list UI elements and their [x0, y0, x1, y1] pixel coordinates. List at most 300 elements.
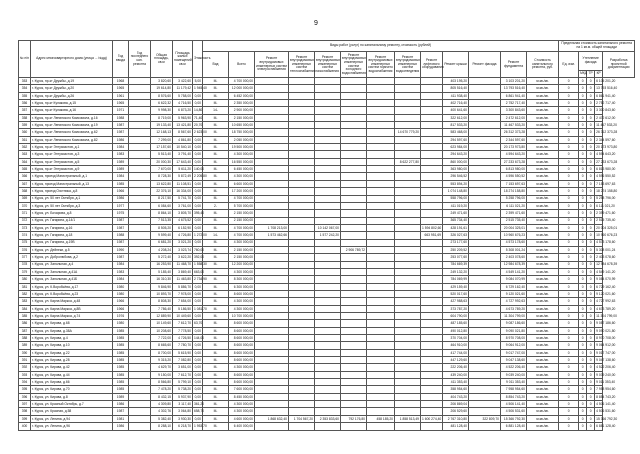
cell-addr: г. Курск, пр-кт Энтузиастов, д.9 [31, 166, 113, 173]
cell-b: 0 [579, 254, 587, 261]
cell-w5 [367, 173, 395, 180]
cell-t: М- [203, 313, 229, 320]
cell-b: 0 [579, 290, 587, 297]
cell-w7 [421, 393, 443, 400]
cell-w2 [289, 386, 315, 393]
cell-w4 [341, 364, 367, 371]
cell-a: 0 [559, 313, 579, 320]
cell-u: м.кв./кв. [527, 298, 559, 305]
cell-n: 368 [19, 188, 31, 195]
cell-cost: 5 258 796,00 [501, 195, 527, 202]
cell-a2: 10 449,60 [173, 313, 193, 320]
cell-w5 [367, 202, 395, 209]
cell-total: 6 400 000,00 [229, 423, 255, 430]
cell-d: 12 984 678,39 [596, 262, 618, 267]
cell-a1: 10 208,60 [151, 327, 173, 334]
cell-w1 [255, 92, 289, 99]
cell-b: 0 [579, 379, 587, 386]
cell-n: 397 [19, 401, 31, 408]
cell-w4 [341, 393, 367, 400]
cell-blank [129, 290, 151, 297]
cell-u: м.кв./кв. [527, 313, 559, 320]
cell-cost: 2 515 735,40 [501, 217, 527, 224]
table-row [19, 254, 635, 261]
register-table [18, 40, 635, 431]
cell-u: м.кв./кв. [527, 180, 559, 187]
cell-a: 0 [559, 166, 579, 173]
cell-cost: 4 522 206,40 [501, 364, 527, 371]
cell-w1 [255, 151, 289, 158]
cell-u: м.кв./кв. [527, 232, 559, 239]
cell-y: 1985 [113, 371, 129, 378]
cell-w5 [367, 151, 395, 158]
cell-a: 0 [559, 144, 579, 151]
cell-total: 4 700 000,00 [229, 232, 255, 239]
cell-cost: 18 274 158,80 [501, 188, 527, 195]
cell-y: 1983 [113, 268, 129, 275]
col-cost: Стоимость капитального ремонта, руб. [527, 52, 559, 78]
table-row [19, 268, 635, 275]
cell-w3 [315, 114, 341, 121]
cell-total: 8 600 000,00 [229, 290, 255, 297]
cell-a1: 7 670,00 [151, 166, 173, 173]
cell-w9 [469, 305, 501, 312]
cell-a2: 5 937,90 [173, 393, 193, 400]
table-row [19, 313, 635, 320]
cell-w4 [341, 423, 367, 430]
cell-t: М- [203, 415, 229, 422]
cell-b: 0 [579, 239, 587, 246]
cell-b: 0 [579, 232, 587, 239]
cell-f: 140,00 [194, 167, 205, 171]
cell-y: 1985 [113, 342, 129, 349]
cell-blank [129, 210, 151, 217]
cell-d: 7 153 697,63 [596, 181, 616, 186]
cell-w9 [469, 195, 501, 202]
table-row [19, 107, 635, 114]
cell-n: 354 [19, 85, 31, 92]
cell-w6 [395, 180, 421, 187]
cell-t: М- [203, 423, 229, 430]
cell-a2: 8 567,60 [173, 129, 193, 136]
cell-a2: 5 738,20 [173, 386, 193, 393]
table-row [19, 246, 635, 253]
cell-a1: 4 208,24 [151, 246, 173, 253]
cell-blank [129, 393, 151, 400]
cell-a2: 5 758,00 [173, 92, 193, 99]
cell-w8: 253 077,60 [443, 254, 469, 261]
cell-t: М- [203, 342, 229, 349]
cell-w1 [255, 195, 289, 202]
cell-w5 [367, 210, 395, 217]
cell-w3 [315, 173, 341, 180]
cell-w3 [315, 254, 341, 261]
cell-addr: г. Курск, пр-кт Ленинского Комсомола, д.82 [31, 136, 113, 143]
cell-w8: 583 468,00 [443, 129, 469, 136]
cell-w6 [395, 144, 421, 151]
cell-w6 [395, 298, 421, 305]
cell-a1: 7 722,00 [151, 335, 173, 342]
cell-a: 0 [559, 173, 579, 180]
cell-a1: 16 310,30 [151, 276, 173, 283]
cell-total: 4 300 000,00 [229, 364, 255, 371]
cell-w9 [469, 78, 501, 85]
cell-a: 0 [559, 180, 579, 187]
cell-c: 0 [587, 166, 595, 173]
cell-w7 [421, 107, 443, 114]
cell-w9 [469, 290, 501, 297]
cell-y: 1980 [113, 283, 129, 290]
cell-w4 [341, 327, 367, 334]
cell-d: 4 673 789,20 [596, 306, 616, 311]
cell-addr: г. Курск, пр-кт Дружбы, д.19 [31, 78, 113, 85]
cell-d: 2 399 471,60 [596, 211, 616, 216]
cell-w8: 411 938,40 [443, 92, 469, 99]
cell-addr: г. Курск, ул. Кирова, д.66 [31, 379, 113, 386]
cell-w6 [395, 232, 421, 239]
cell-b: 0 [579, 246, 587, 253]
cell-w7 [421, 386, 443, 393]
cell-w6 [395, 305, 421, 312]
cell-addr: г. Курск, пр-кт Дружбы, д.20 [31, 85, 113, 92]
table-row [19, 320, 635, 327]
cell-b: 0 [579, 144, 587, 151]
cell-w2 [289, 85, 315, 92]
cell-cost: 3 300 843,60 [501, 107, 527, 114]
cell-w8: 322 612,00 [443, 114, 469, 121]
cell-f: 0,00 [193, 298, 203, 305]
table-row [19, 305, 635, 312]
table-row [19, 239, 635, 246]
cell-n: 391 [19, 357, 31, 364]
cell-a1: 6 622,32 [151, 100, 173, 107]
cell-w5 [367, 327, 395, 334]
cell-w9 [469, 114, 501, 121]
cell-t: М- [203, 239, 229, 246]
cell-b: 0 [579, 276, 587, 283]
cell-blank [129, 254, 151, 261]
cell-u: м.кв./кв. [527, 408, 559, 415]
cell-n: 369 [19, 195, 31, 202]
cell-d: 10 960 676,23 [596, 233, 618, 238]
cell-b: 0 [579, 283, 587, 290]
cell-w6: 8 622 277,80 [395, 158, 421, 165]
cell-addr: г. Курск, ул. Кирова, д.42 [31, 364, 113, 371]
cell-w2 [289, 78, 315, 85]
cell-a: 0 [559, 408, 579, 415]
cell-addr: г. Курск, ул. Запольная, д.41Б [31, 276, 113, 283]
cell-f: 2 734,90 [194, 277, 207, 282]
cell-a: 0 [559, 342, 579, 349]
cell-w2 [289, 305, 315, 312]
cell-w7 [421, 305, 443, 312]
cell-d: 4 522 206,40 [596, 365, 616, 370]
cell-w6: 1 858 513,49 [395, 415, 421, 422]
cell-addr: г. Курск, ул. Ленина, д.96 [31, 423, 113, 430]
cell-cost: 4 506 141,40 [501, 401, 527, 408]
cell-w8: 464 910,00 [443, 342, 469, 349]
cell-total: 8 300 000,00 [229, 276, 255, 283]
cell-a: 0 [559, 151, 579, 158]
cell-cost: 4 594 643,20 [501, 151, 527, 158]
cell-n: 363 [19, 151, 31, 158]
table-row [19, 136, 635, 143]
cell-total: 4 600 000,00 [229, 415, 255, 422]
cell-d: 9 090 021,80 [596, 328, 616, 333]
cell-w7 [421, 210, 443, 217]
cell-addr: г. Курск, пр-кт Энтузиастов, д.5 [31, 158, 113, 165]
cell-c: 0 [587, 415, 595, 422]
cell-t: М- [203, 268, 229, 275]
cell-cost: 9 090 021,80 [501, 327, 527, 334]
cell-u: м.кв./кв. [527, 305, 559, 312]
cell-w8: 439 240,00 [443, 371, 469, 378]
cell-t: М- [203, 349, 229, 356]
cell-w5 [367, 129, 395, 136]
cell-w9 [469, 232, 501, 239]
cell-w9 [469, 85, 501, 92]
cell-w4 [341, 107, 367, 114]
cell-blank [129, 379, 151, 386]
cell-total: 4 300 000,00 [229, 305, 255, 312]
cell-w7 [421, 327, 443, 334]
cell-w3 [315, 290, 341, 297]
cell-blank [129, 78, 151, 85]
table-row [19, 210, 635, 217]
cell-w6: 14 670 779,20 [395, 129, 421, 136]
table-row [19, 180, 635, 187]
cell-cost: 7 958 954,60 [501, 386, 527, 393]
cell-w8: 400 641,60 [443, 107, 469, 114]
cell-w1 [255, 305, 289, 312]
cell-w4 [341, 195, 367, 202]
cell-a: 0 [559, 364, 579, 371]
cell-t: М- [203, 408, 229, 415]
table-row [19, 92, 635, 99]
cell-blank [129, 151, 151, 158]
group-works: Виды работ (услуг) по капитальному ремонту, стоимость (рублей) [203, 41, 559, 52]
cell-f: 663,00 [194, 269, 205, 274]
cell-a2: 11 179,42 [173, 85, 193, 92]
cell-n: 373 [19, 224, 31, 231]
cell-y: 1987 [113, 224, 129, 231]
table-row [19, 217, 635, 224]
cell-b: 0 [579, 151, 587, 158]
cell-w4 [341, 85, 367, 92]
cell-total: 4 300 000,00 [229, 298, 255, 305]
cell-w3 [315, 85, 341, 92]
cell-a: 0 [559, 357, 579, 364]
cell-d: 6 105 201,20 [596, 78, 616, 83]
cell-w6 [395, 136, 421, 143]
cell-u: м.кв./кв. [527, 217, 559, 224]
cell-w3 [315, 166, 341, 173]
cell-w5 [367, 349, 395, 356]
cell-a: 0 [559, 114, 579, 121]
cell-n: 376 [19, 246, 31, 253]
cell-w8: 427 988,63 [443, 298, 469, 305]
cell-d: 4 596 550,52 [596, 174, 616, 179]
cell-b: 0 [579, 107, 587, 114]
cell-n: 356 [19, 100, 31, 107]
cell-c: 0 [587, 100, 595, 107]
cell-y: 1976 [113, 313, 129, 320]
table-row [19, 158, 635, 165]
cell-y: 1988 [113, 232, 129, 239]
cell-blank [129, 386, 151, 393]
cell-w6 [395, 122, 421, 129]
cell-y: 1965 [113, 85, 129, 92]
cell-w5 [367, 393, 395, 400]
cell-addr: г. Курск, ул. Запольная, д.41А [31, 268, 113, 275]
table-row [19, 290, 635, 297]
cell-addr: г. Курск, ул. Добролюбова, д.2 [31, 254, 113, 261]
cell-b: 0 [579, 114, 587, 121]
cell-w1 [255, 379, 289, 386]
cell-blank [129, 92, 151, 99]
cell-w5 [367, 217, 395, 224]
cell-d: 2 752 717,40 [596, 100, 616, 105]
cell-w6 [395, 364, 421, 371]
cell-w7 [421, 151, 443, 158]
cell-f: 0,00 [193, 379, 203, 386]
cell-a2: 3 651,00 [173, 364, 193, 371]
cell-w3 [315, 246, 341, 253]
cell-w6 [395, 342, 421, 349]
cell-w2 [289, 393, 315, 400]
cell-w7 [421, 371, 443, 378]
cell-w7 [421, 114, 443, 121]
cell-n: 359 [19, 122, 31, 129]
cell-u: м.кв./кв. [527, 136, 559, 143]
cell-d: 9 064 912,00 [596, 343, 616, 348]
cell-a: 0 [559, 202, 579, 209]
cell-w7 [421, 188, 443, 195]
cell-y: 1986 [113, 423, 129, 430]
cell-b: 0 [579, 202, 587, 209]
cell-n: 379 [19, 268, 31, 275]
col-w6: Ремонт внутридомовых инженерных систем водоотведения [395, 52, 421, 78]
cell-y: 1977 [113, 202, 129, 209]
cell-c: 0 [587, 114, 595, 121]
cell-w4 [341, 239, 367, 246]
cell-addr: г. Курск, ул. 50 лет Октября, д.3 [31, 202, 113, 209]
cell-w6 [395, 379, 421, 386]
cell-w5 [367, 78, 395, 85]
cell-w3 [315, 313, 341, 320]
cell-u: м.кв./кв. [527, 107, 559, 114]
cell-addr: г. Курск, ул. Бочарова, д.8 [31, 210, 113, 217]
col-b: ТР [587, 71, 595, 78]
cell-y: 1986 [113, 195, 129, 202]
table-row [19, 357, 635, 364]
cell-b: 0 [579, 195, 587, 202]
cell-w7 [421, 357, 443, 364]
cell-d: 9 047 138,60 [596, 357, 616, 362]
cell-a: 0 [559, 393, 579, 400]
cell-b: 0 [579, 224, 587, 231]
cell-y: 1966 [113, 305, 129, 312]
cell-w2 [289, 364, 315, 371]
cell-a2: 3 064,80 [173, 408, 193, 415]
cell-n: 362 [19, 144, 31, 151]
cell-w2 [289, 320, 315, 327]
cell-w2 [289, 195, 315, 202]
cell-blank [129, 357, 151, 364]
cell-w9 [469, 136, 501, 143]
cell-w7 [421, 217, 443, 224]
cell-f: 0,00 [193, 144, 203, 151]
cell-w6 [395, 100, 421, 107]
cell-w5 [367, 166, 395, 173]
cell-w1 [255, 210, 289, 217]
cell-t: М- [203, 151, 229, 158]
cell-a2: 3 930,30 [173, 415, 193, 422]
cell-f: 0,00 [193, 371, 203, 378]
table-row [19, 100, 635, 107]
cell-cost: 6 729 162,40 [501, 283, 527, 290]
cell-w9 [469, 151, 501, 158]
cell-y: 1985 [113, 379, 129, 386]
cell-u: м.кв./кв. [527, 78, 559, 85]
cell-a1: 9 150,00 [151, 371, 173, 378]
cell-w2 [289, 357, 315, 364]
cell-w1 [255, 290, 289, 297]
cell-total: 4 700 000,00 [229, 224, 255, 231]
cell-addr: г. Курск, пр-кт Ленинского Комсомола, д.16 [31, 114, 113, 121]
cell-y: 1980 [113, 290, 129, 297]
cell-w1 [255, 217, 289, 224]
cell-cost: 5 308 001,24 [501, 246, 527, 253]
cell-w6 [395, 268, 421, 275]
cell-f: 0,00 [193, 180, 203, 187]
cell-w4 [341, 173, 367, 180]
cell-w2 [289, 371, 315, 378]
cell-w2 [289, 151, 315, 158]
cell-a1: 8 288,10 [151, 423, 173, 430]
cell-w3 [315, 364, 341, 371]
cell-u: м.кв./кв. [527, 357, 559, 364]
cell-w3 [315, 335, 341, 342]
cell-c: 0 [587, 423, 595, 430]
cell-c: 0 [587, 364, 595, 371]
cell-w4 [341, 298, 367, 305]
cell-total: 8 600 000,00 [229, 335, 255, 342]
cell-a1: 8 576,60 [151, 92, 173, 99]
cell-c: 0 [587, 268, 595, 275]
col-area-total: Общая площадь, кв.м [151, 41, 173, 78]
cell-a1: 5 185,40 [151, 268, 173, 275]
cell-w9 [469, 379, 501, 386]
cell-u: м.кв./кв. [527, 151, 559, 158]
cell-w7 [421, 246, 443, 253]
cell-addr: г. Курск, пр-кт Кулакова, д.15 [31, 100, 113, 107]
cell-total: 4 300 000,00 [229, 408, 255, 415]
cell-w7 [421, 290, 443, 297]
cell-w6 [395, 166, 421, 173]
cell-d: 6 861 941,40 [596, 93, 616, 98]
cell-a2: 5 615,90 [173, 349, 193, 356]
cell-a2: 3 622,20 [173, 254, 193, 261]
cell-y: 1980 [113, 320, 129, 327]
cell-w4 [341, 210, 367, 217]
cell-w1 [255, 408, 289, 415]
cell-addr: г. Курск, ул. Красная, д.58 [31, 408, 113, 415]
cell-a1: 3 820,60 [151, 78, 173, 85]
cell-u: м.кв./кв. [527, 342, 559, 349]
cell-w4 [341, 136, 367, 143]
cell-w9 [469, 408, 501, 415]
